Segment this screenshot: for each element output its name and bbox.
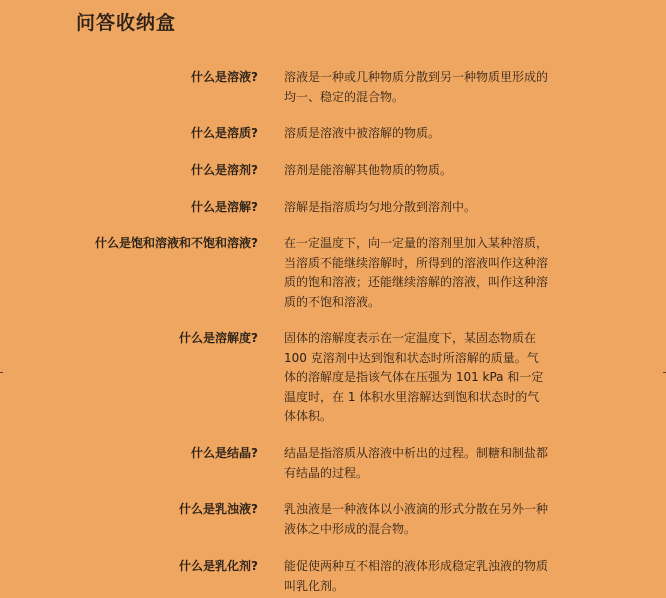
answer: 能促使两种互不相溶的液体形成稳定乳浊液的物质叫乳化剂。: [284, 559, 549, 593]
question: 什么是溶液?: [191, 70, 258, 84]
answer: 溶剂是能溶解其他物质的物质。: [284, 163, 453, 177]
answer: 溶质是溶液中被溶解的物质。: [284, 126, 441, 140]
page-title: 问答收纳盒: [76, 12, 177, 34]
question: 什么是乳浊液?: [179, 502, 258, 516]
question: 什么是溶质?: [191, 126, 258, 140]
answer: 固体的溶解度表示在一定温度下，某固态物质在 100 克溶剂中达到饱和状态时所溶解的质量。气体的溶解度是指该气体在压强为 101 kPa 和一定温度时，在 1 体积水里溶解达到饱和状态时的气体体积。: [284, 331, 544, 423]
answer: 乳浊液是一种液体以小液滴的形式分散在另外一种液体之中形成的混合物。: [284, 502, 549, 536]
question: 什么是结晶?: [191, 446, 258, 460]
question: 什么是溶解度?: [179, 331, 258, 345]
answer: 在一定温度下，向一定量的溶剂里加入某种溶质，当溶质不能继续溶解时，所得到的溶液叫作这种溶质的饱和溶液；还能继续溶解的溶液，叫作这种溶质的不饱和溶液。: [284, 236, 549, 309]
question: 什么是溶剂?: [191, 163, 258, 177]
answer: 溶液是一种或几种物质分散到另一种物质里形成的均一、稳定的混合物。: [284, 70, 549, 104]
crop-mark-left: [0, 372, 3, 373]
question: 什么是溶解?: [191, 200, 258, 214]
question: 什么是饱和溶液和不饱和溶液?: [95, 236, 258, 250]
answer: 溶解是指溶质均匀地分散到溶剂中。: [284, 200, 477, 214]
question: 什么是乳化剂?: [179, 559, 258, 573]
answer: 结晶是指溶质从溶液中析出的过程。制糖和制盐都有结晶的过程。: [284, 446, 549, 480]
